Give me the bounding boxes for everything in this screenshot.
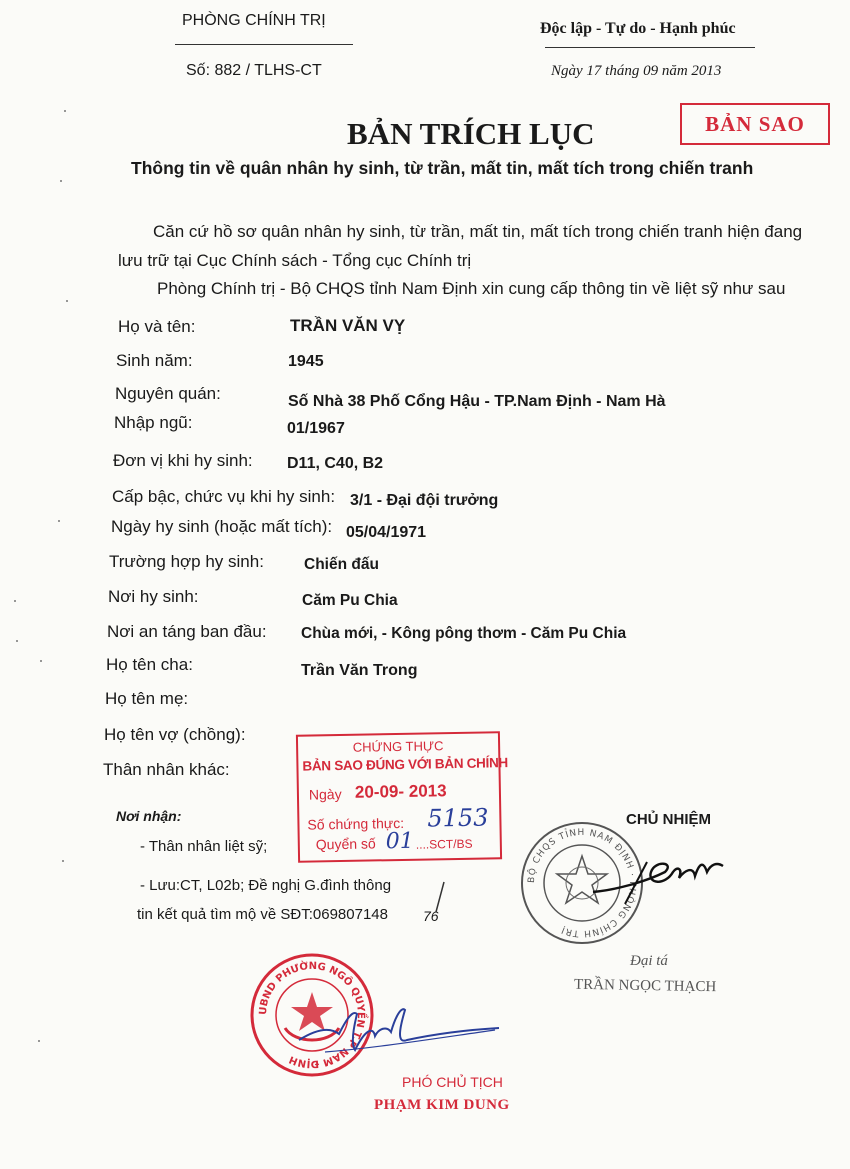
left-signatory-role: PHÓ CHỦ TỊCH — [402, 1074, 503, 1090]
motto-underline — [545, 47, 755, 48]
document-subtitle: Thông tin về quân nhân hy sinh, từ trần, mất tin, mất tích trong chiến tranh — [131, 158, 754, 178]
recipients-line-1: - Thân nhân liệt sỹ; — [140, 838, 268, 855]
case-label: Trường hợp hy sinh: — [109, 552, 264, 571]
document-date: Ngày 17 tháng 09 năm 2013 — [551, 63, 722, 79]
rank-value: 3/1 - Đại đội trưởng — [350, 492, 499, 509]
relative-label: Thân nhân khác: — [103, 760, 230, 779]
agency-name: PHÒNG CHÍNH TRỊ — [182, 12, 326, 29]
recipients-line-3: tin kết quả tìm mộ về SĐT:069807148 — [137, 906, 388, 923]
cert-book-suffix: ....SCT/BS — [415, 836, 473, 852]
place-value: Căm Pu Chia — [302, 592, 398, 609]
origin-label: Nguyên quán: — [115, 384, 221, 403]
name-value: TRẦN VĂN VỴ — [290, 316, 406, 335]
recipients-handwritten-suffix: 76 — [423, 908, 439, 924]
right-seal-text: BỘ CHQS TỈNH NAM ĐỊNH · PHÒNG CHÍNH TRỊ — [526, 827, 638, 939]
left-signatory-name: PHẠM KIM DUNG — [374, 1097, 510, 1113]
origin-value: Số Nhà 38 Phố Cổng Hậu - TP.Nam Định - Nam Hà — [288, 393, 666, 410]
cert-book-value: 01 — [385, 828, 414, 855]
recipients-heading: Nơi nhận: — [116, 808, 182, 824]
spouse-label: Họ tên vợ (chồng): — [104, 725, 246, 744]
father-label: Họ tên cha: — [106, 655, 193, 674]
place-label: Nơi hy sinh: — [108, 587, 199, 606]
unit-label: Đơn vị khi hy sinh: — [113, 451, 253, 470]
birth-label: Sinh năm: — [116, 351, 193, 370]
cert-title: CHỨNG THỰC — [352, 738, 444, 755]
national-motto: Độc lập - Tự do - Hạnh phúc — [540, 20, 736, 37]
cert-subtitle: BẢN SAO ĐÚNG VỚI BẢN CHÍNH — [302, 755, 509, 774]
unit-value: D11, C40, B2 — [287, 455, 384, 472]
recipients-line-2: - Lưu:CT, L02b; Đề nghị G.đình thông — [140, 877, 392, 894]
death-date-label: Ngày hy sinh (hoặc mất tích): — [111, 517, 333, 536]
intro-line-2: lưu trữ tại Cục Chính sách - Tổng cục Chính trị — [118, 251, 472, 270]
mother-label: Họ tên mẹ: — [105, 689, 189, 708]
right-signatory-role: CHỦ NHIỆM — [626, 811, 711, 828]
cert-date-label: Ngày — [308, 786, 342, 803]
copy-stamp: BẢN SAO — [680, 103, 830, 145]
right-signatory-rank: Đại tá — [630, 953, 668, 969]
burial-value: Chùa mới, - Kông pông thơm - Căm Pu Chia — [301, 625, 627, 642]
document-number: Số: 882 / TLHS-CT — [186, 62, 322, 79]
agency-underline — [175, 44, 353, 45]
rank-label: Cấp bậc, chức vụ khi hy sinh: — [112, 487, 336, 506]
cert-number-value: 5153 — [427, 803, 489, 833]
left-signature — [295, 1000, 505, 1070]
intro-line-3: Phòng Chính trị - Bộ CHQS tỉnh Nam Định xin cung cấp thông tin về liệt sỹ như sau — [157, 279, 786, 298]
cert-book-label: Quyển số — [315, 835, 376, 853]
left-seal-text: UBND PHƯỜNG NGÔ QUYỀN T.P NAM ĐỊNH — [257, 960, 367, 1070]
document-title: BẢN TRÍCH LỤC — [347, 116, 595, 151]
burial-label: Nơi an táng ban đầu: — [107, 622, 267, 641]
certification-stamp — [296, 731, 509, 863]
intro-line-1: Căn cứ hồ sơ quân nhân hy sinh, từ trần, mất tin, mất tích trong chiến tranh hiện đang — [153, 222, 803, 241]
enlist-label: Nhập ngũ: — [114, 413, 193, 432]
name-label: Họ và tên: — [118, 317, 196, 336]
case-value: Chiến đấu — [304, 556, 379, 573]
cert-date-value: 20-09- 2013 — [354, 781, 447, 802]
handwritten-mark — [430, 880, 450, 916]
cert-number-label: Số chứng thực: — [307, 814, 405, 833]
right-signatory-name: TRẦN NGỌC THẠCH — [573, 976, 717, 996]
enlist-value: 01/1967 — [287, 420, 345, 437]
father-value: Trần Văn Trong — [301, 662, 418, 679]
birth-value: 1945 — [288, 353, 324, 370]
death-date-value: 05/04/1971 — [346, 524, 427, 541]
right-signature — [585, 842, 735, 912]
